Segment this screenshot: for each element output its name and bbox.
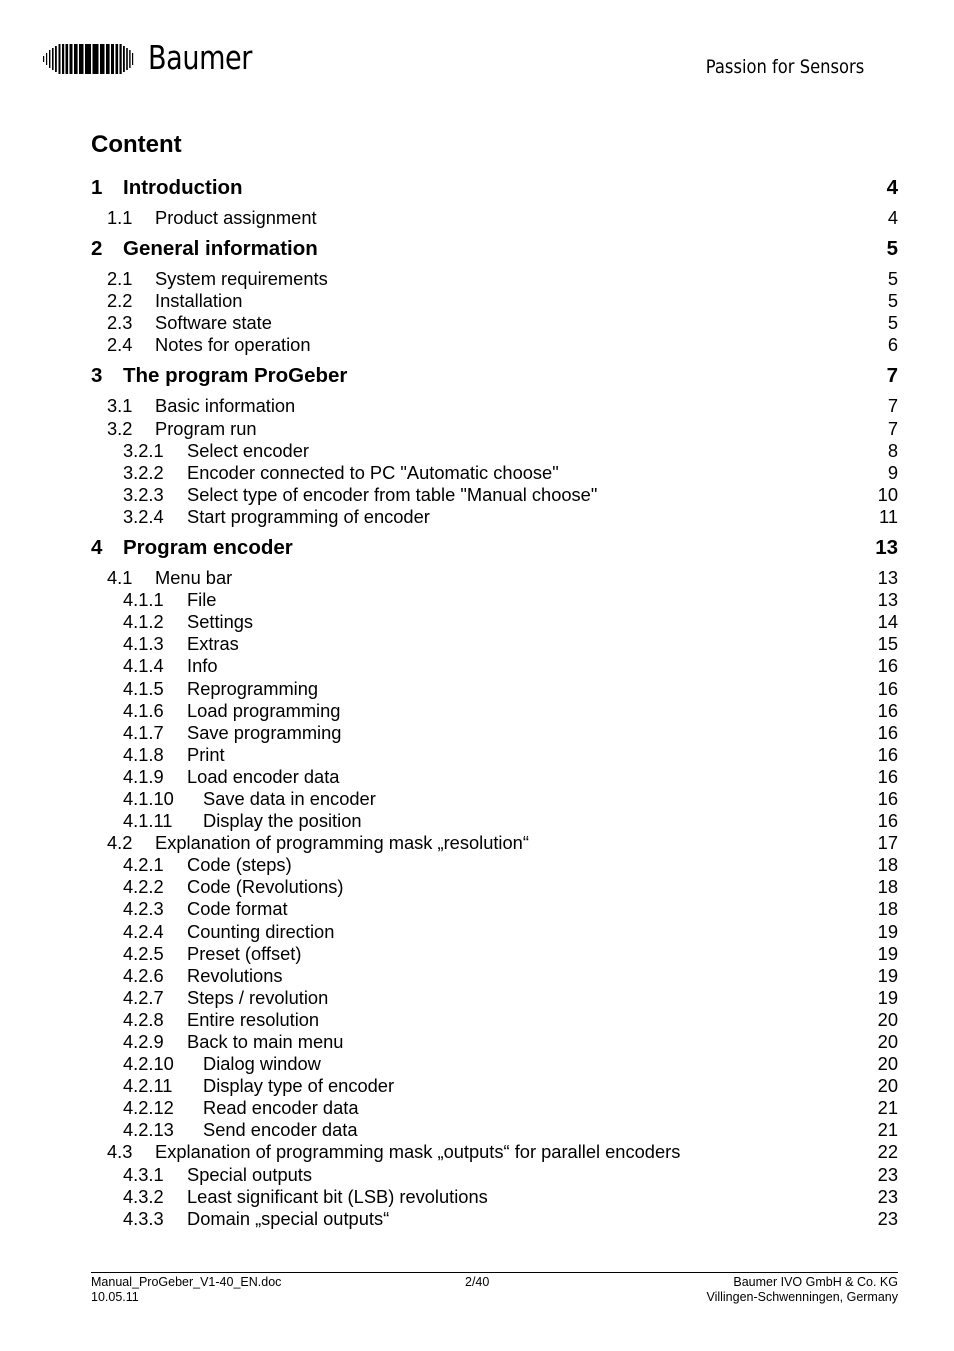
toc-entry-number: 3.2.3	[123, 483, 164, 505]
toc-entry-page: 7	[886, 364, 898, 388]
toc-entry-page: 19	[877, 986, 898, 1008]
toc-entry-page: 17	[877, 832, 898, 854]
toc-entry-title: Special outputs	[187, 1163, 313, 1185]
toc-entry-page: 18	[877, 898, 898, 920]
toc-entry-page: 16	[877, 810, 898, 832]
toc-entry[interactable]	[91, 567, 898, 589]
toc-entry-page: 10	[877, 483, 898, 505]
toc-entry-number: 3.1	[107, 395, 133, 417]
toc-entry-number: 4.1.11	[123, 810, 173, 832]
toc-entry-title: Extras	[187, 633, 239, 655]
toc-entry[interactable]	[91, 1097, 898, 1119]
toc-entry[interactable]	[91, 633, 898, 655]
toc-entry[interactable]	[91, 418, 898, 440]
toc-entry-number: 4.1.1	[123, 589, 164, 611]
toc-entry[interactable]	[91, 1119, 898, 1141]
toc-entry-number: 4.2.7	[123, 986, 164, 1008]
toc-entry-number: 4.2.3	[123, 898, 164, 920]
toc-entry-page: 18	[877, 854, 898, 876]
footer-filename: Manual_ProGeber_V1-40_EN.doc	[91, 1275, 282, 1289]
toc-entry-number: 4.2.10	[123, 1053, 174, 1075]
toc-entry-number: 2.2	[107, 290, 133, 312]
toc-entry-page: 21	[877, 1097, 898, 1119]
toc-entry-page: 16	[877, 743, 898, 765]
toc-entry-number: 4.3.1	[123, 1163, 164, 1185]
toc-entry[interactable]	[91, 611, 898, 633]
toc-entry[interactable]	[91, 965, 898, 987]
toc-entry-title: Software state	[155, 312, 272, 334]
toc-entry-title: Steps / revolution	[187, 986, 329, 1008]
toc-entry[interactable]	[91, 589, 898, 611]
toc-chapter[interactable]	[91, 176, 898, 207]
toc-entry-number: 4.2.11	[123, 1075, 173, 1097]
toc-entry-title: Domain „special outputs“	[187, 1207, 390, 1229]
toc-entry-number: 4.1	[107, 567, 133, 589]
toc-entry-title: Explanation of programming mask „resolution“	[155, 832, 529, 854]
toc-entry-page: 20	[877, 1075, 898, 1097]
toc-entry-number: 2.4	[107, 334, 133, 356]
toc-entry-number: 4.1.4	[123, 655, 164, 677]
toc-entry-title: Select type of encoder from table "Manual choose"	[187, 483, 598, 505]
toc-entry-page: 15	[877, 633, 898, 655]
toc-entry-number: 2.1	[107, 268, 133, 290]
toc-entry-page: 7	[887, 417, 898, 439]
toc-entry-page: 5	[886, 237, 898, 261]
toc-entry-page: 18	[877, 876, 898, 898]
toc-entry-title: Start programming of encoder	[187, 505, 430, 527]
toc-entry-page: 5	[887, 268, 898, 290]
toc-entry[interactable]	[91, 268, 898, 290]
toc-entry-number: 4.2.9	[123, 1031, 164, 1052]
toc-entry[interactable]	[91, 1164, 898, 1186]
toc-entry-number: 4	[91, 536, 103, 560]
toc-entry[interactable]	[91, 898, 898, 920]
toc-entry[interactable]	[91, 484, 898, 506]
toc-entry[interactable]	[91, 987, 898, 1009]
toc-entry-number: 4.2.2	[123, 876, 164, 898]
toc-entry[interactable]	[91, 462, 898, 484]
toc-entry-page: 14	[877, 611, 898, 633]
toc-entry-number: 4.1.5	[123, 677, 164, 699]
toc-entry-page: 16	[877, 677, 898, 699]
toc-entry-title: Back to main menu	[187, 1031, 344, 1052]
toc-entry-page: 20	[877, 1053, 898, 1075]
toc-entry-number: 2.3	[107, 312, 133, 334]
toc-entry-title: Code format	[187, 898, 288, 920]
toc-entry[interactable]	[91, 312, 898, 334]
toc-entry-number: 3.2	[107, 417, 133, 439]
toc-entry[interactable]	[91, 700, 898, 722]
toc-entry-title: Counting direction	[187, 920, 335, 942]
toc-entry-title: System requirements	[155, 268, 328, 290]
toc-chapter[interactable]	[91, 237, 898, 268]
toc-entry-number: 1	[91, 176, 103, 199]
toc-entry-page: 16	[877, 787, 898, 809]
toc-entry-page: 4	[887, 207, 898, 228]
toc-entry-number: 4.3	[107, 1141, 133, 1163]
toc-entry-page: 4	[886, 176, 898, 199]
toc-entry-page: 23	[877, 1163, 898, 1185]
toc-entry-page: 20	[877, 1008, 898, 1030]
toc-entry-title: Encoder connected to PC "Automatic choose"	[187, 461, 559, 483]
toc-entry[interactable]	[91, 744, 898, 766]
toc-entry-number: 4.1.10	[123, 787, 174, 809]
toc-entry-title: Print	[187, 743, 225, 765]
toc-entry[interactable]	[91, 1075, 898, 1097]
toc-entry-number: 4.1.9	[123, 765, 164, 787]
toc-entry-title: Installation	[155, 290, 243, 312]
toc-entry-title: Least significant bit (LSB) revolutions	[187, 1185, 488, 1207]
toc-entry-title: Code (steps)	[187, 854, 292, 876]
toc-entry-title: Read encoder data	[203, 1097, 359, 1119]
toc-entry[interactable]	[91, 832, 898, 854]
toc-entry-page: 22	[877, 1141, 898, 1163]
toc-entry-title: Explanation of programming mask „outputs“ for parallel encoders	[155, 1141, 681, 1163]
toc-entry-number: 4.2.5	[123, 942, 164, 964]
toc-entry-number: 4.3.2	[123, 1185, 164, 1207]
toc-entry-page: 7	[887, 395, 898, 417]
toc-entry-number: 4.2.13	[123, 1119, 174, 1141]
toc-entry-title: File	[187, 589, 217, 611]
toc-chapter[interactable]	[91, 364, 898, 395]
footer-page-number: 2/40	[465, 1275, 490, 1289]
toc-entry-title: Preset (offset)	[187, 942, 302, 964]
toc-entry-page: 5	[887, 290, 898, 312]
toc-entry-title: Program run	[155, 417, 257, 439]
brand-tagline: Passion for Sensors	[705, 56, 864, 78]
baumer-logo-icon	[43, 44, 135, 74]
toc-entry[interactable]	[91, 1031, 898, 1053]
footer-company-info	[706, 1275, 898, 1305]
toc-entry[interactable]	[91, 207, 898, 229]
toc-entry-page: 16	[877, 655, 898, 677]
toc-entry-page: 16	[877, 721, 898, 743]
footer-company: Baumer IVO GmbH & Co. KG	[733, 1275, 898, 1289]
toc-entry[interactable]	[91, 1009, 898, 1031]
toc-entry[interactable]	[91, 943, 898, 965]
toc-entry-title: General information	[123, 237, 318, 261]
toc-entry-title: Basic information	[155, 395, 296, 417]
toc-entry-number: 4.1.7	[123, 721, 164, 743]
toc-entry[interactable]	[91, 678, 898, 700]
toc-entry-page: 16	[877, 765, 898, 787]
toc-entry[interactable]	[91, 766, 898, 788]
toc-entry[interactable]	[91, 440, 898, 462]
toc-entry-title: Program encoder	[123, 536, 293, 560]
toc-entry-title: Revolutions	[187, 964, 283, 986]
toc-entry[interactable]	[91, 1053, 898, 1075]
toc-entry-title: Notes for operation	[155, 334, 311, 356]
page-header	[0, 0, 954, 90]
page-title: Content	[91, 131, 182, 158]
toc-entry[interactable]	[91, 921, 898, 943]
footer-divider	[91, 1272, 898, 1273]
brand-name: Baumer	[148, 38, 252, 77]
toc-entry-title: Display type of encoder	[203, 1075, 395, 1097]
toc-entry[interactable]	[91, 876, 898, 898]
toc-entry-number: 4.2.12	[123, 1097, 174, 1119]
toc-entry-number: 4.1.2	[123, 611, 164, 633]
toc-entry-title: The program ProGeber	[123, 364, 348, 388]
toc-entry-title: Display the position	[203, 810, 362, 832]
toc-entry-title: Entire resolution	[187, 1008, 320, 1030]
toc-entry-title: Save programming	[187, 721, 342, 743]
toc-entry-number: 4.2	[107, 832, 133, 854]
toc-entry[interactable]	[91, 506, 898, 528]
toc-entry[interactable]	[91, 854, 898, 876]
toc-entry-page: 19	[877, 942, 898, 964]
toc-entry-number: 2	[91, 237, 103, 261]
toc-entry-number: 3	[91, 364, 103, 388]
toc-entry-title: Load programming	[187, 699, 341, 721]
toc-entry-title: Info	[187, 655, 218, 677]
toc-entry[interactable]	[91, 810, 898, 832]
toc-entry-title: Reprogramming	[187, 677, 319, 699]
toc-entry-title: Product assignment	[155, 207, 317, 228]
toc-entry-number: 3.2.1	[123, 439, 164, 461]
toc-entry-page: 6	[887, 334, 898, 356]
toc-entry[interactable]	[91, 788, 898, 810]
toc-entry-title: Introduction	[123, 176, 243, 199]
toc-entry-number: 4.1.3	[123, 633, 164, 655]
toc-entry-page: 19	[877, 964, 898, 986]
toc-entry-number: 4.1.6	[123, 699, 164, 721]
toc-entry-page: 13	[877, 589, 898, 611]
toc-entry[interactable]	[91, 290, 898, 312]
footer-date: 10.05.11	[91, 1290, 139, 1304]
toc-entry[interactable]	[91, 722, 898, 744]
toc-entry-page: 9	[887, 461, 898, 483]
toc-entry[interactable]	[91, 334, 898, 356]
toc-entry-page: 21	[877, 1119, 898, 1141]
toc-entry[interactable]	[91, 395, 898, 417]
toc-entry-number: 4.2.6	[123, 964, 164, 986]
toc-entry-page: 20	[877, 1031, 898, 1052]
toc-entry-number: 4.1.8	[123, 743, 164, 765]
toc-entry-number: 4.3.3	[123, 1207, 164, 1229]
toc-entry-page: 13	[877, 567, 898, 589]
toc-entry-title: Send encoder data	[203, 1119, 358, 1141]
toc-chapter[interactable]	[91, 536, 898, 567]
toc-entry-number: 4.2.1	[123, 854, 164, 876]
toc-entry-title: Select encoder	[187, 439, 309, 461]
toc-entry-page: 11	[879, 505, 898, 527]
toc-entry[interactable]	[91, 1208, 898, 1230]
toc-entry-number: 1.1	[107, 207, 133, 228]
footer-location: Villingen-Schwenningen, Germany	[706, 1290, 898, 1304]
toc-entry-title: Settings	[187, 611, 254, 633]
toc-entry-page: 5	[887, 312, 898, 334]
toc-entry[interactable]	[91, 655, 898, 677]
toc-entry-title: Code (Revolutions)	[187, 876, 344, 898]
toc-entry-number: 4.2.8	[123, 1008, 164, 1030]
toc-entry-number: 3.2.4	[123, 505, 164, 527]
toc-entry-title: Save data in encoder	[203, 787, 376, 809]
toc-entry-title: Dialog window	[203, 1053, 321, 1075]
toc-entry[interactable]	[91, 1141, 898, 1163]
toc-entry[interactable]	[91, 1186, 898, 1208]
toc-entry-number: 4.2.4	[123, 920, 164, 942]
footer-document-info	[91, 1275, 281, 1305]
toc-entry-page: 23	[877, 1185, 898, 1207]
toc-entry-page: 19	[877, 920, 898, 942]
toc-entry-page: 13	[875, 536, 898, 560]
toc-entry-page: 16	[877, 699, 898, 721]
toc-entry-title: Load encoder data	[187, 765, 340, 787]
toc-entry-page: 23	[877, 1207, 898, 1229]
toc-entry-title: Menu bar	[155, 567, 233, 589]
toc-entry-number: 3.2.2	[123, 461, 164, 483]
toc-entry-page: 8	[887, 439, 898, 461]
table-of-contents	[91, 176, 898, 1230]
